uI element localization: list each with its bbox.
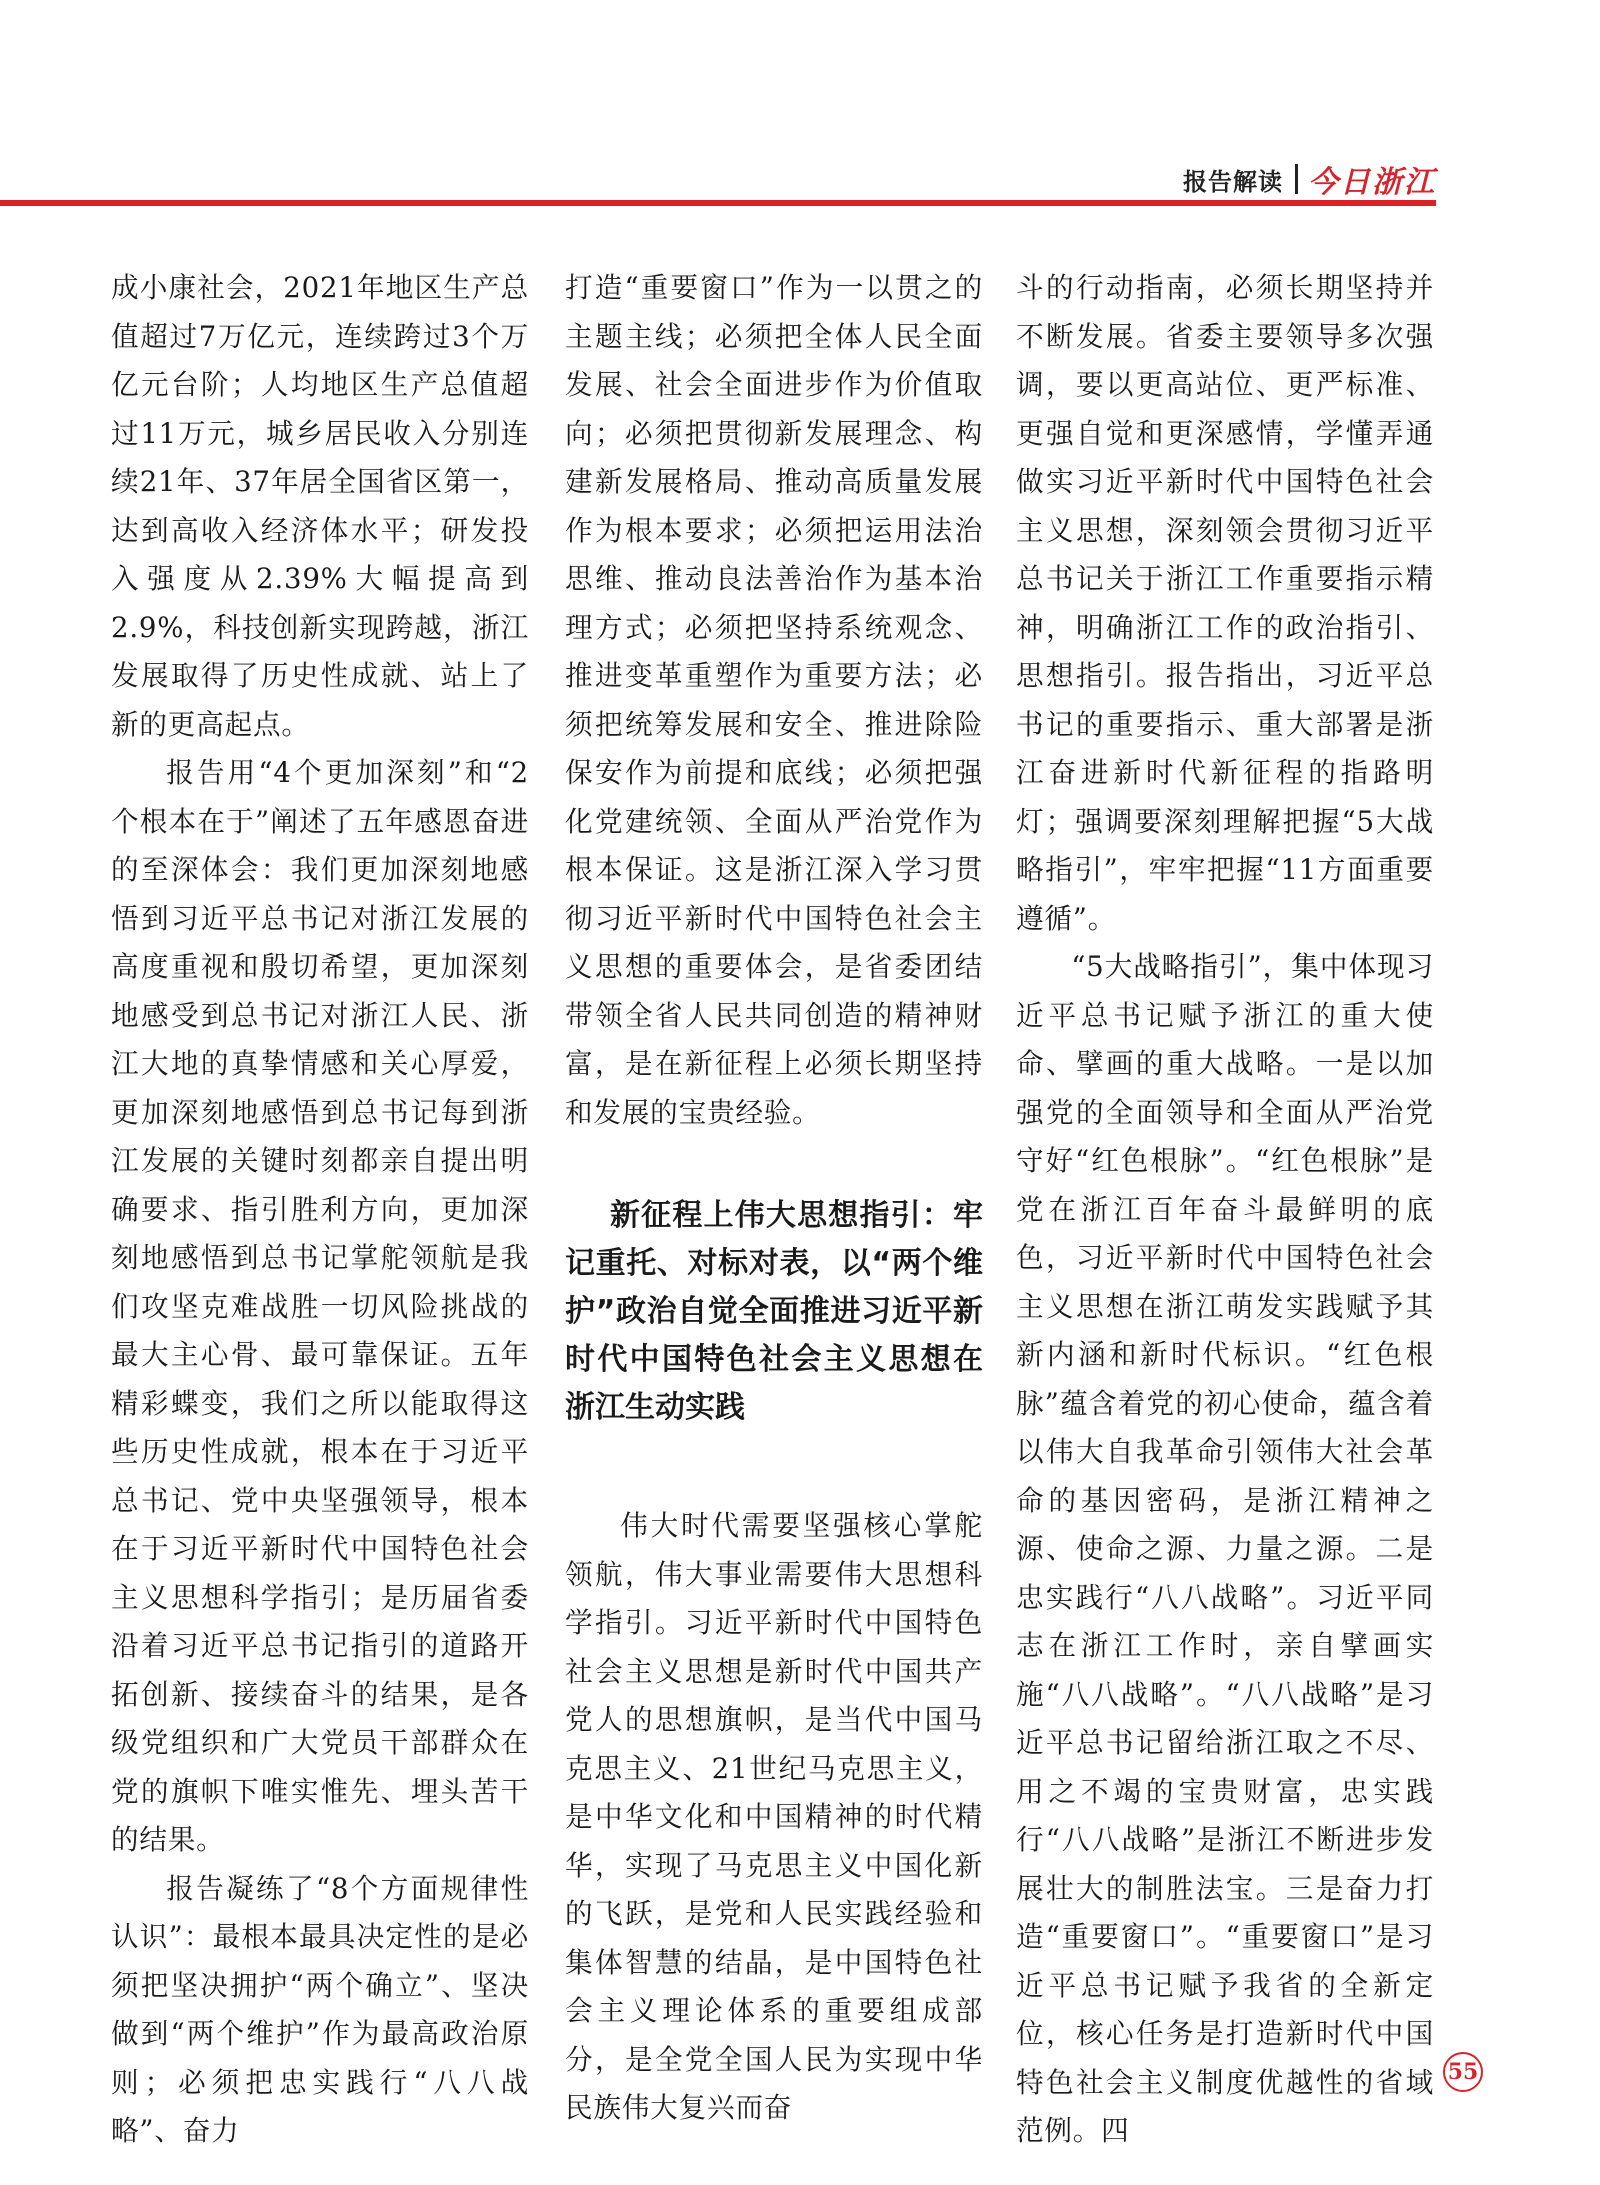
- section-label: 报告解读: [1183, 167, 1283, 196]
- paragraph: 打造“重要窗口”作为一以贯之的主题主线；必须把全体人民全面发展、社会全面进步作为价值取向；必须把贯彻新发展理念、构建新发展格局、推动高质量发展作为根本要求；必须把运用法治思维、推动良法善治作为基本治理方式；必须把坚持系统观念、推进变革重塑作为重要方法；必须把统筹发展和安全、推进除险保安作为前提和底线；必须把强化党建统领、全面从严治党作为根本保证。这是浙江深入学习贯彻习近平新时代中国特色社会主义思想的重要体会，是省委团结带领全省人民共同创造的精神财富，是在新征程上必须长期坚持和发展的宝贵经验。: [565, 271, 983, 1129]
- paragraph: 斗的行动指南，必须长期坚持并不断发展。省委主要领导多次强调，要以更高站位、更严标准、更强自觉和更深感情，学懂弄通做实习近平新时代中国特色社会主义思想，深刻领会贯彻习近平总书记关于浙江工作重要指示精神，明确浙江工作的政治指引、思想指引。报告指出，习近平总书记的重要指示、重大部署是浙江奋进新时代新征程的指路明灯；强调要深刻理解把握“5大战略指引”，牢牢把握“11方面重要遵循”。: [1016, 271, 1434, 935]
- page-header: [0, 150, 1436, 216]
- header-rule: [0, 200, 1436, 206]
- page-number: 55: [1443, 2052, 1483, 2092]
- paragraph: 成小康社会，2021年地区生产总值超过7万亿元，连续跨过3个万亿元台阶；人均地区生产总值超过11万元，城乡居民收入分别连续21年、37年居全国省区第一，达到高收入经济体水平；研发投入强度从2.39%大幅提高到2.9%，科技创新实现跨越，浙江发展取得了历史性成就、站上了新的更高起点。: [111, 271, 529, 741]
- paragraph: 报告凝练了“8个方面规律性认识”：最根本最具决定性的是必须把坚决拥护“两个确立”、坚决做到“两个维护”作为最高政治原则；必须把忠实践行“八八战略”、奋力: [111, 1871, 529, 2147]
- column-1: [111, 264, 529, 2156]
- paragraph: “5大战略指引”，集中体现习近平总书记赋予浙江的重大使命、擘画的重大战略。一是以加强党的全面领导和全面从严治党守好“红色根脉”。“红色根脉”是党在浙江百年奋斗最鲜明的底色，习近平新时代中国特色社会主义思想在浙江萌发实践赋予其新内涵和新时代标识。“红色根脉”蕴含着党的初心使命，蕴含着以伟大自我革命引领伟大社会革命的基因密码，是浙江精神之源、使命之源、力量之源。二是忠实践行“八八战略”。习近平同志在浙江工作时，亲自擘画实施“八八战略”。“八八战略”是习近平总书记留给浙江取之不尽、用之不竭的宝贵财富，忠实践行“八八战略”是浙江不断进步发展壮大的制胜法宝。三是奋力打造“重要窗口”。“重要窗口”是习近平总书记赋予我省的全新定位，核心任务是打造新时代中国特色社会主义制度优越性的省域范例。四: [1016, 950, 1434, 2147]
- section-heading: 新征程上伟大思想指引：牢记重托、对标对表，以“两个维护”政治自觉全面推进习近平新时代中国特色社会主义思想在浙江生动实践: [565, 1198, 983, 1425]
- header-separator: [1295, 164, 1298, 194]
- column-3: [1016, 264, 1434, 2156]
- paragraph: 报告用“4个更加深刻”和“2个根本在于”阐述了五年感恩奋进的至深体会：我们更加深刻地感悟到习近平总书记对浙江发展的高度重视和殷切希望，更加深刻地感受到总书记对浙江人民、浙江大地的真挚情感和关心厚爱，更加深刻地感悟到总书记每到浙江发展的关键时刻都亲自提出明确要求、指引胜利方向，更加深刻地感悟到总书记掌舵领航是我们攻坚克难战胜一切风险挑战的最大主心骨、最可靠保证。五年精彩蝶变，我们之所以能取得这些历史性成就，根本在于习近平总书记、党中央坚强领导，根本在于习近平新时代中国特色社会主义思想科学指引；是历届省委沿着习近平总书记指引的道路开拓创新、接续奋斗的结果，是各级党组织和广大党员干部群众在党的旗帜下唯实惟先、埋头苦干的结果。: [111, 756, 529, 1856]
- paragraph: 伟大时代需要坚强核心掌舵领航，伟大事业需要伟大思想科学指引。习近平新时代中国特色社会主义思想是新时代中国共产党人的思想旗帜，是当代中国马克思主义、21世纪马克思主义，是中华文化和中国精神的时代精华，实现了马克思主义中国化新的飞跃，是党和人民实践经验和集体智慧的结晶，是中国特色社会主义理论体系的重要组成部分，是全党全国人民为实现中华民族伟大复兴而奋: [565, 1509, 983, 2124]
- column-2: [565, 264, 983, 2133]
- brand-logo: 今日浙江: [1308, 165, 1436, 200]
